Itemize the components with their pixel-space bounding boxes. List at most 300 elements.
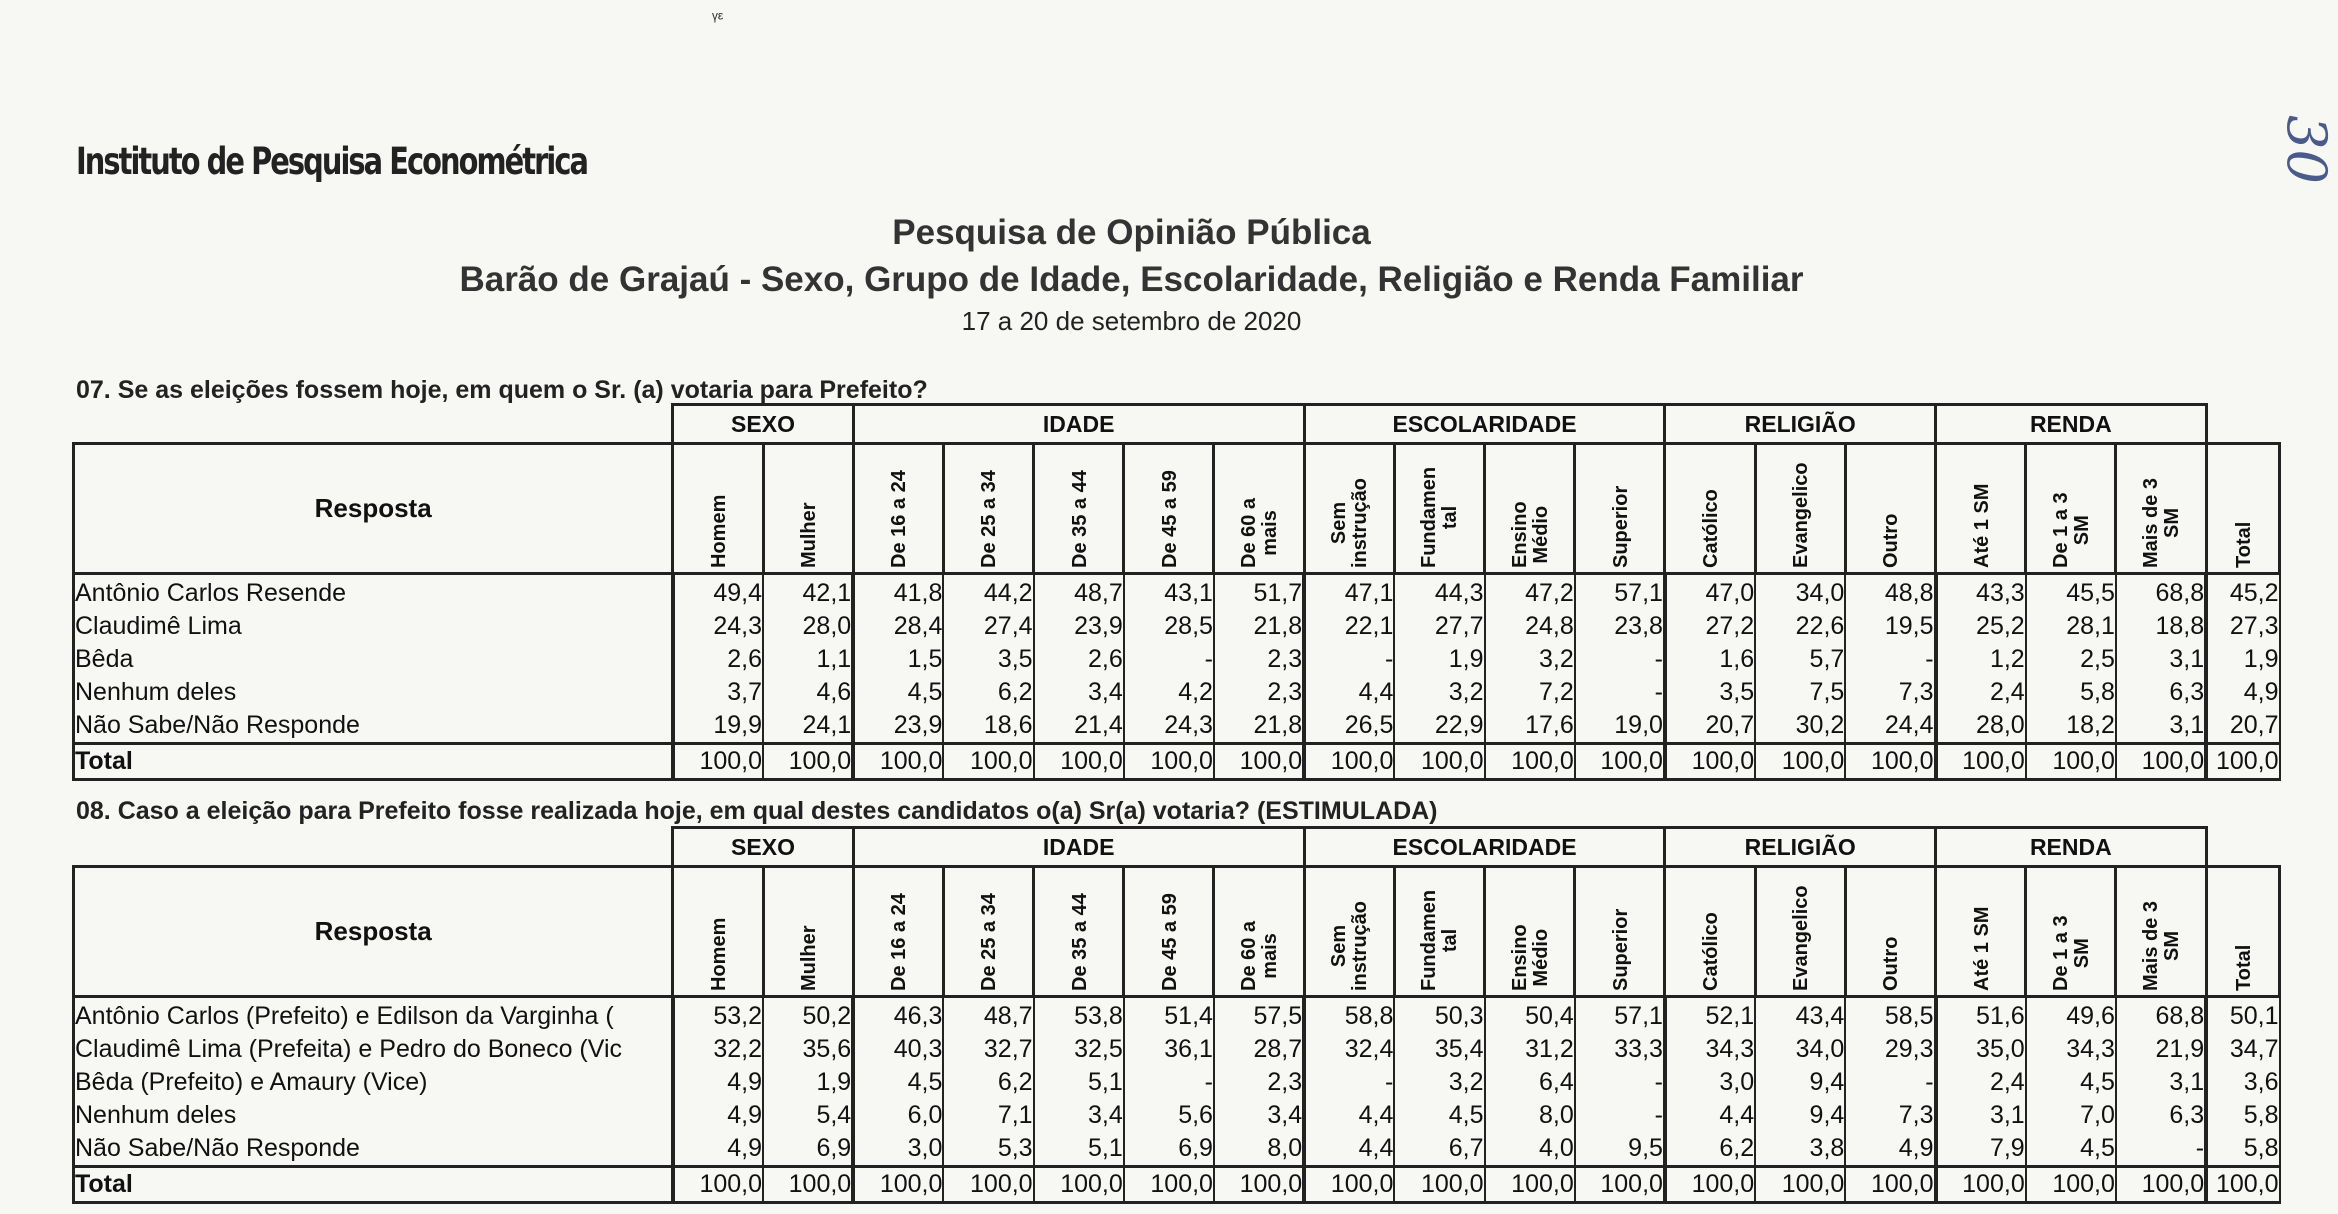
table-cell: - bbox=[1845, 643, 1935, 676]
table-cell: 32,7 bbox=[943, 1033, 1033, 1066]
table-cell: 47,2 bbox=[1485, 574, 1575, 611]
table-row bbox=[74, 1033, 2280, 1066]
page-title: Pesquisa de Opinião Pública bbox=[892, 213, 1371, 252]
question-07: 07. Se as eleições fossem hoje, em quem o Sr. (a) votaria para Prefeito? bbox=[76, 376, 928, 404]
table-cell: 27,4 bbox=[943, 610, 1033, 643]
column-header-label: Outro bbox=[1880, 936, 1903, 991]
group-header-idade: IDADE bbox=[853, 405, 1304, 444]
total-cell: 100,0 bbox=[673, 744, 763, 780]
table-cell: 9,4 bbox=[1755, 1066, 1845, 1099]
table-cell: 3,1 bbox=[2116, 709, 2206, 744]
total-cell: 100,0 bbox=[2116, 744, 2206, 780]
table-row bbox=[74, 610, 2280, 643]
table-cell: 5,1 bbox=[1034, 1132, 1124, 1167]
resposta-header: Resposta bbox=[74, 444, 673, 574]
table-cell: 35,4 bbox=[1394, 1033, 1484, 1066]
column-header-label: Mulher bbox=[798, 925, 821, 991]
column-header bbox=[1304, 444, 1394, 574]
column-header-label: SM bbox=[2070, 515, 2093, 546]
table-cell: 57,1 bbox=[1575, 997, 1665, 1034]
table-cell: 35,0 bbox=[1936, 1033, 2026, 1066]
total-cell: 100,0 bbox=[2206, 744, 2279, 780]
table-cell: 3,2 bbox=[1394, 1066, 1484, 1099]
column-header bbox=[2026, 867, 2116, 997]
table-cell: 22,9 bbox=[1394, 709, 1484, 744]
row-label: Nenhum deles bbox=[74, 676, 673, 709]
table-cell: 43,1 bbox=[1124, 574, 1214, 611]
table-cell: 22,1 bbox=[1304, 610, 1394, 643]
column-header bbox=[1575, 867, 1665, 997]
column-header-label: De 16 a 24 bbox=[888, 470, 911, 568]
total-cell: 100,0 bbox=[1755, 1167, 1845, 1203]
table-cell: 46,3 bbox=[853, 997, 943, 1034]
table-cell: 1,1 bbox=[763, 643, 853, 676]
column-header bbox=[1034, 867, 1124, 997]
table-cell: 4,6 bbox=[763, 676, 853, 709]
column-header bbox=[1755, 444, 1845, 574]
table-cell: 32,5 bbox=[1034, 1033, 1124, 1066]
table-cell: - bbox=[1575, 1066, 1665, 1099]
table-cell: 4,5 bbox=[2026, 1132, 2116, 1167]
table-cell: 21,9 bbox=[2116, 1033, 2206, 1066]
column-header bbox=[2206, 444, 2279, 574]
table-cell: 4,4 bbox=[1304, 676, 1394, 709]
table-cell: 51,7 bbox=[1214, 574, 1304, 611]
column-header bbox=[1845, 444, 1935, 574]
total-cell: 100,0 bbox=[1485, 1167, 1575, 1203]
column-header-label: Evangelico bbox=[1790, 885, 1813, 991]
column-header-label: instrução bbox=[1349, 900, 1372, 991]
group-header-spacer bbox=[74, 828, 673, 867]
table-cell: 2,5 bbox=[2026, 643, 2116, 676]
table-cell: 35,6 bbox=[763, 1033, 853, 1066]
column-header-label: De 45 a 59 bbox=[1158, 470, 1181, 568]
column-header bbox=[853, 444, 943, 574]
table-cell: 4,5 bbox=[853, 676, 943, 709]
table-cell: 41,8 bbox=[853, 574, 943, 611]
table-cell: 18,6 bbox=[943, 709, 1033, 744]
column-header-label: instrução bbox=[1349, 477, 1372, 568]
column-header-label: De 35 a 44 bbox=[1068, 893, 1091, 991]
table-cell: 4,5 bbox=[2026, 1066, 2116, 1099]
table-row bbox=[74, 1099, 2280, 1132]
column-header bbox=[1845, 867, 1935, 997]
table-cell: 4,9 bbox=[2206, 676, 2279, 709]
table-cell: 24,3 bbox=[673, 610, 763, 643]
total-cell: 100,0 bbox=[853, 744, 943, 780]
column-header bbox=[1214, 867, 1304, 997]
table-cell: 3,5 bbox=[943, 643, 1033, 676]
results-table-08 bbox=[72, 826, 2281, 1204]
table-cell: 43,4 bbox=[1755, 997, 1845, 1034]
page-subtitle: Barão de Grajaú - Sexo, Grupo de Idade, Escolaridade, Religião e Renda Familiar bbox=[459, 260, 1804, 299]
table-cell: 47,0 bbox=[1665, 574, 1755, 611]
column-header-label: Mais de 3 bbox=[2140, 900, 2163, 991]
table-cell: 50,1 bbox=[2206, 997, 2279, 1034]
table-cell: 7,0 bbox=[2026, 1099, 2116, 1132]
row-label: Nenhum deles bbox=[74, 1099, 673, 1132]
group-header-sexo: SEXO bbox=[673, 405, 853, 444]
table-cell: 2,3 bbox=[1214, 676, 1304, 709]
group-header-religião: RELIGIÃO bbox=[1665, 828, 1936, 867]
column-header-label: Fundamen bbox=[1418, 889, 1441, 991]
table-cell: 3,8 bbox=[1755, 1132, 1845, 1167]
column-header bbox=[853, 867, 943, 997]
column-header bbox=[2116, 444, 2206, 574]
table-cell: 45,2 bbox=[2206, 574, 2279, 611]
column-header-label: Evangelico bbox=[1790, 462, 1813, 568]
table-cell: 3,5 bbox=[1665, 676, 1755, 709]
table-cell: 31,2 bbox=[1485, 1033, 1575, 1066]
total-cell: 100,0 bbox=[943, 1167, 1033, 1203]
table-cell: 48,7 bbox=[943, 997, 1033, 1034]
table-cell: - bbox=[1124, 1066, 1214, 1099]
total-row bbox=[74, 744, 2280, 780]
table-cell: 6,9 bbox=[1124, 1132, 1214, 1167]
table-cell: 24,4 bbox=[1845, 709, 1935, 744]
column-header-label: SM bbox=[2161, 507, 2184, 538]
total-cell: 100,0 bbox=[1936, 744, 2026, 780]
table-cell: 6,3 bbox=[2116, 1099, 2206, 1132]
total-cell: 100,0 bbox=[1214, 744, 1304, 780]
table-cell: 57,5 bbox=[1214, 997, 1304, 1034]
table-cell: 6,9 bbox=[763, 1132, 853, 1167]
table-cell: 18,8 bbox=[2116, 610, 2206, 643]
table-cell: 25,2 bbox=[1936, 610, 2026, 643]
total-cell: 100,0 bbox=[1845, 744, 1935, 780]
table-cell: 8,0 bbox=[1214, 1132, 1304, 1167]
total-label: Total bbox=[74, 1167, 673, 1203]
table-cell: 34,7 bbox=[2206, 1033, 2279, 1066]
table-cell: 2,3 bbox=[1214, 1066, 1304, 1099]
column-header-label: Mais de 3 bbox=[2140, 477, 2163, 568]
column-header bbox=[1575, 444, 1665, 574]
table-cell: 53,8 bbox=[1034, 997, 1124, 1034]
column-header-label: Mulher bbox=[798, 502, 821, 568]
table-cell: 40,3 bbox=[853, 1033, 943, 1066]
table-cell: 4,9 bbox=[673, 1066, 763, 1099]
table-cell: 6,0 bbox=[853, 1099, 943, 1132]
column-header bbox=[1034, 444, 1124, 574]
table-cell: 53,2 bbox=[673, 997, 763, 1034]
table-cell: 19,0 bbox=[1575, 709, 1665, 744]
table-cell: 6,3 bbox=[2116, 676, 2206, 709]
table-cell: 6,7 bbox=[1394, 1132, 1484, 1167]
table-cell: 1,6 bbox=[1665, 643, 1755, 676]
column-header bbox=[763, 444, 853, 574]
column-header bbox=[1485, 444, 1575, 574]
question-08: 08. Caso a eleição para Prefeito fosse realizada hoje, em qual destes candidatos o(a) Sr(a) votaria? (ESTIMULADA) bbox=[76, 797, 1438, 825]
column-header-label: Total bbox=[2232, 944, 2255, 991]
table-cell: 4,4 bbox=[1304, 1132, 1394, 1167]
table-cell: 9,5 bbox=[1575, 1132, 1665, 1167]
table-cell: 1,9 bbox=[1394, 643, 1484, 676]
total-cell: 100,0 bbox=[1936, 1167, 2026, 1203]
column-header-label: De 25 a 34 bbox=[978, 893, 1001, 991]
column-header bbox=[2206, 867, 2279, 997]
column-header bbox=[1394, 444, 1484, 574]
column-header-label: tal bbox=[1439, 505, 1462, 530]
table-cell: 28,5 bbox=[1124, 610, 1214, 643]
table-cell: 3,0 bbox=[853, 1132, 943, 1167]
table-cell: 3,1 bbox=[2116, 1066, 2206, 1099]
table-cell: 4,9 bbox=[673, 1132, 763, 1167]
table-cell: 6,2 bbox=[1665, 1132, 1755, 1167]
total-cell: 100,0 bbox=[1485, 744, 1575, 780]
total-cell: 100,0 bbox=[1394, 1167, 1484, 1203]
table-cell: 2,3 bbox=[1214, 643, 1304, 676]
row-label: Antônio Carlos Resende bbox=[74, 574, 673, 611]
table-cell: 9,4 bbox=[1755, 1099, 1845, 1132]
table-cell: 28,4 bbox=[853, 610, 943, 643]
total-cell: 100,0 bbox=[2116, 1167, 2206, 1203]
column-header bbox=[1214, 444, 1304, 574]
table-cell: 7,5 bbox=[1755, 676, 1845, 709]
group-header-escolaridade: ESCOLARIDADE bbox=[1304, 828, 1665, 867]
table-cell: 23,9 bbox=[853, 709, 943, 744]
total-cell: 100,0 bbox=[673, 1167, 763, 1203]
table-cell: 1,9 bbox=[2206, 643, 2279, 676]
table-cell: 3,7 bbox=[673, 676, 763, 709]
table-cell: 3,2 bbox=[1485, 643, 1575, 676]
row-label: Claudimê Lima bbox=[74, 610, 673, 643]
table-cell: 1,5 bbox=[853, 643, 943, 676]
table-row bbox=[74, 676, 2280, 709]
table-cell: 28,1 bbox=[2026, 610, 2116, 643]
column-header-label: Fundamen bbox=[1418, 466, 1441, 568]
table-cell: 3,2 bbox=[1394, 676, 1484, 709]
table-cell: 28,0 bbox=[763, 610, 853, 643]
column-header bbox=[1124, 444, 1214, 574]
table-cell: 49,6 bbox=[2026, 997, 2116, 1034]
table-cell: 3,1 bbox=[1936, 1099, 2026, 1132]
table-cell: 32,2 bbox=[673, 1033, 763, 1066]
table-cell: 4,4 bbox=[1665, 1099, 1755, 1132]
table-cell: 7,3 bbox=[1845, 1099, 1935, 1132]
table-cell: 3,4 bbox=[1214, 1099, 1304, 1132]
row-label: Não Sabe/Não Responde bbox=[74, 709, 673, 744]
table-cell: 34,0 bbox=[1755, 574, 1845, 611]
column-header bbox=[673, 444, 763, 574]
table-cell: 24,3 bbox=[1124, 709, 1214, 744]
table-cell: 6,2 bbox=[943, 1066, 1033, 1099]
table-cell: 52,1 bbox=[1665, 997, 1755, 1034]
column-header-label: Católico bbox=[1700, 912, 1723, 991]
table-cell: 6,2 bbox=[943, 676, 1033, 709]
column-header-label: Superior bbox=[1609, 908, 1632, 991]
column-header bbox=[763, 867, 853, 997]
table-cell: 4,5 bbox=[1394, 1099, 1484, 1132]
table-cell: 33,3 bbox=[1575, 1033, 1665, 1066]
table-cell: 19,5 bbox=[1845, 610, 1935, 643]
column-header-label: Até 1 SM bbox=[1970, 483, 1993, 568]
table-cell: 3,4 bbox=[1034, 676, 1124, 709]
table-cell: 29,3 bbox=[1845, 1033, 1935, 1066]
total-cell: 100,0 bbox=[1034, 1167, 1124, 1203]
table-cell: 50,2 bbox=[763, 997, 853, 1034]
table-cell: 42,1 bbox=[763, 574, 853, 611]
table-cell: - bbox=[1575, 643, 1665, 676]
group-header-idade: IDADE bbox=[853, 828, 1304, 867]
table-cell: 5,4 bbox=[763, 1099, 853, 1132]
table-cell: - bbox=[1304, 1066, 1394, 1099]
table-cell: 50,3 bbox=[1394, 997, 1484, 1034]
column-header bbox=[1755, 867, 1845, 997]
table-cell: 58,5 bbox=[1845, 997, 1935, 1034]
total-cell: 100,0 bbox=[1124, 744, 1214, 780]
column-header-label: SM bbox=[2161, 930, 2184, 961]
table-cell: 7,2 bbox=[1485, 676, 1575, 709]
total-cell: 100,0 bbox=[2026, 744, 2116, 780]
column-header-label: De 35 a 44 bbox=[1068, 470, 1091, 568]
column-header-label: Homem bbox=[707, 917, 730, 991]
group-header-spacer bbox=[2206, 828, 2279, 867]
group-header-renda: RENDA bbox=[1936, 405, 2207, 444]
table-cell: 32,4 bbox=[1304, 1033, 1394, 1066]
table-cell: 3,6 bbox=[2206, 1066, 2279, 1099]
total-cell: 100,0 bbox=[1124, 1167, 1214, 1203]
total-cell: 100,0 bbox=[1665, 744, 1755, 780]
table-cell: - bbox=[1845, 1066, 1935, 1099]
column-header bbox=[1665, 444, 1755, 574]
column-header-label: tal bbox=[1439, 928, 1462, 953]
column-header bbox=[1936, 867, 2026, 997]
row-label: Não Sabe/Não Responde bbox=[74, 1132, 673, 1167]
table-cell: 7,3 bbox=[1845, 676, 1935, 709]
table-cell: 20,7 bbox=[2206, 709, 2279, 744]
survey-date: 17 a 20 de setembro de 2020 bbox=[961, 306, 1302, 336]
table-cell: - bbox=[1304, 643, 1394, 676]
table-row bbox=[74, 1132, 2280, 1167]
table-cell: 44,3 bbox=[1394, 574, 1484, 611]
table-cell: 50,4 bbox=[1485, 997, 1575, 1034]
total-cell: 100,0 bbox=[1214, 1167, 1304, 1203]
table-cell: 2,6 bbox=[1034, 643, 1124, 676]
table-cell: 68,8 bbox=[2116, 997, 2206, 1034]
total-cell: 100,0 bbox=[1034, 744, 1124, 780]
table-cell: 28,7 bbox=[1214, 1033, 1304, 1066]
column-header-label: SM bbox=[2070, 938, 2093, 969]
total-cell: 100,0 bbox=[1665, 1167, 1755, 1203]
table-cell: 4,5 bbox=[853, 1066, 943, 1099]
table-cell: 51,6 bbox=[1936, 997, 2026, 1034]
table-cell: 2,4 bbox=[1936, 1066, 2026, 1099]
handwritten-page-number: 30 bbox=[2274, 115, 2338, 184]
column-header-label: Médio bbox=[1529, 928, 1552, 987]
column-header bbox=[1124, 867, 1214, 997]
table-cell: 1,2 bbox=[1936, 643, 2026, 676]
table-cell: 36,1 bbox=[1124, 1033, 1214, 1066]
total-cell: 100,0 bbox=[1394, 744, 1484, 780]
column-header-label: De 45 a 59 bbox=[1158, 893, 1181, 991]
table-cell: 26,5 bbox=[1304, 709, 1394, 744]
table-row bbox=[74, 643, 2280, 676]
table-cell: - bbox=[2116, 1132, 2206, 1167]
table-cell: 3,1 bbox=[2116, 643, 2206, 676]
table-cell: 7,9 bbox=[1936, 1132, 2026, 1167]
group-header-religião: RELIGIÃO bbox=[1665, 405, 1936, 444]
total-label: Total bbox=[74, 744, 673, 780]
table-cell: 68,8 bbox=[2116, 574, 2206, 611]
column-header bbox=[943, 867, 1033, 997]
table-cell: 2,4 bbox=[1936, 676, 2026, 709]
table-cell: 19,9 bbox=[673, 709, 763, 744]
column-header-label: De 1 a 3 bbox=[2049, 492, 2072, 568]
column-header-label: Sem bbox=[1328, 924, 1351, 968]
table-cell: 23,9 bbox=[1034, 610, 1124, 643]
table-cell: 27,2 bbox=[1665, 610, 1755, 643]
group-header-renda: RENDA bbox=[1936, 828, 2207, 867]
column-header bbox=[1394, 867, 1484, 997]
total-cell: 100,0 bbox=[1755, 744, 1845, 780]
table-cell: 6,4 bbox=[1485, 1066, 1575, 1099]
table-cell: 51,4 bbox=[1124, 997, 1214, 1034]
table-cell: 23,8 bbox=[1575, 610, 1665, 643]
column-header-label: De 1 a 3 bbox=[2049, 915, 2072, 991]
table-cell: 57,1 bbox=[1575, 574, 1665, 611]
table-row bbox=[74, 997, 2280, 1034]
group-header-spacer bbox=[74, 405, 673, 444]
table-cell: 3,4 bbox=[1034, 1099, 1124, 1132]
table-cell: 24,8 bbox=[1485, 610, 1575, 643]
column-header-label: De 16 a 24 bbox=[888, 893, 911, 991]
table-cell: - bbox=[1124, 643, 1214, 676]
column-header-label: Ensino bbox=[1508, 924, 1531, 991]
table-cell: 24,1 bbox=[763, 709, 853, 744]
column-header-label: Homem bbox=[707, 494, 730, 568]
total-cell: 100,0 bbox=[763, 744, 853, 780]
table-cell: 17,6 bbox=[1485, 709, 1575, 744]
table-cell: 27,3 bbox=[2206, 610, 2279, 643]
table-cell: 4,4 bbox=[1304, 1099, 1394, 1132]
table-cell: 21,8 bbox=[1214, 709, 1304, 744]
column-header bbox=[943, 444, 1033, 574]
table-cell: 34,3 bbox=[2026, 1033, 2116, 1066]
column-header-label: Católico bbox=[1700, 489, 1723, 568]
column-header-label: Outro bbox=[1880, 513, 1903, 568]
table-cell: 4,0 bbox=[1485, 1132, 1575, 1167]
resposta-header: Resposta bbox=[74, 867, 673, 997]
row-label: Bêda bbox=[74, 643, 673, 676]
column-header bbox=[2116, 867, 2206, 997]
table-cell: 30,2 bbox=[1755, 709, 1845, 744]
column-header bbox=[2026, 444, 2116, 574]
table-cell: 20,7 bbox=[1665, 709, 1755, 744]
table-cell: 43,3 bbox=[1936, 574, 2026, 611]
table-cell: 45,5 bbox=[2026, 574, 2116, 611]
table-cell: 48,7 bbox=[1034, 574, 1124, 611]
group-header-spacer bbox=[2206, 405, 2279, 444]
table-cell: 5,7 bbox=[1755, 643, 1845, 676]
table-cell: 58,8 bbox=[1304, 997, 1394, 1034]
total-cell: 100,0 bbox=[1304, 744, 1394, 780]
institute-name: Instituto de Pesquisa Econométrica bbox=[76, 140, 588, 183]
total-cell: 100,0 bbox=[1304, 1167, 1394, 1203]
table-cell: - bbox=[1575, 1099, 1665, 1132]
column-header-label: De 25 a 34 bbox=[978, 470, 1001, 568]
table-cell: 21,8 bbox=[1214, 610, 1304, 643]
column-header bbox=[1936, 444, 2026, 574]
table-cell: 5,3 bbox=[943, 1132, 1033, 1167]
column-header-label: Ensino bbox=[1508, 501, 1531, 568]
row-label: Antônio Carlos (Prefeito) e Edilson da Varginha ( bbox=[74, 997, 673, 1034]
table-row bbox=[74, 1066, 2280, 1099]
total-cell: 100,0 bbox=[853, 1167, 943, 1203]
table-cell: 7,1 bbox=[943, 1099, 1033, 1132]
table-row bbox=[74, 709, 2280, 744]
scan-speck: ᵞᵋ bbox=[712, 8, 724, 28]
total-cell: 100,0 bbox=[1845, 1167, 1935, 1203]
